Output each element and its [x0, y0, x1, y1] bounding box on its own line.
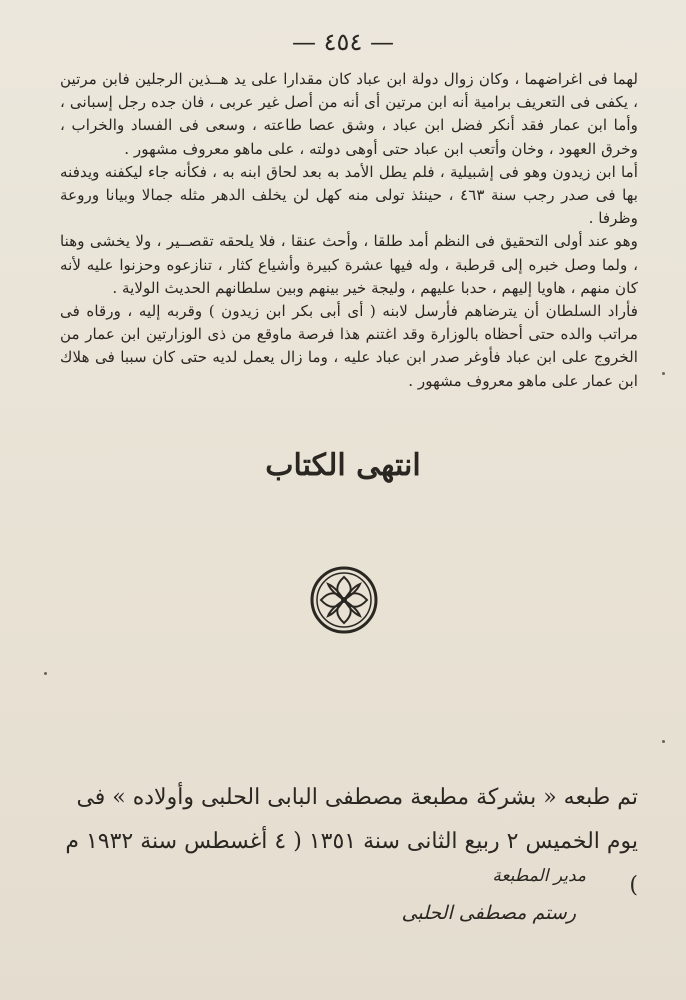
paragraph: أما ابن زيدون وهو فى إشبيلية ، فلم يطل الأمد به بعد لحاق ابنه به ، فكأنه جاء ليكفنه ويدفنه بها فى صدر رجب سنة ٤٦٣ ، حينئذ تولى منه كهل لن يخلف الدهر مثله جمالا وبيانا وروعة وظرفا . [60, 162, 638, 228]
signature-title: مدير المطبعة [492, 866, 586, 886]
paragraph: لهما فى اغراضهما ، وكان زوال دولة ابن عباد كان مقدارا على يد هــذين الرجلين فابن مرتين ، يكفى فى التعريف برامية أنه ابن مرتين أى أنه من أصل غير عربى ، فان جده رجل إسبانى ، وأما ابن عمار فقد أنكر فضل ابن عباد ، وشق عصا طاعته ، وسعى فى الفساد والخراب ، وخرق العهود ، وخان وأتعب ابن عباد حتى أوهى دولته ، على ماهو معروف مشهور . [60, 70, 638, 158]
signature-name: رستم مصطفى الحلبى [401, 902, 576, 924]
printer-imprint: تم طبعه « بشركة مطبعة مصطفى البابى الحلبى وأولاده » فى يوم الخميس ٢ ربيع الثانى سنة ١٣٥١ ( ٤ أغسطس سنة ١٩٣٢ م ) [65, 785, 638, 898]
paper-speck [44, 672, 47, 675]
paper-speck [662, 740, 665, 743]
paragraph: وهو عند أولى التحقيق فى النظم أمد طلقا ، وأحث عنقا ، فلا يلحقه تقصــير ، ولا يخشى وهنا ، ولما وصل خبره إلى قرطبة ، وله فيها عشرة كبيرة وأشياع كثار ، تنازعوه وحزنوا عليه لأنه كان منهم ، هاويا إليهم ، حدبا عليهم ، وليجة خير بينهم وبين سلطانهم الحديث الولاية . [60, 232, 638, 297]
rosette-ornament-icon [309, 565, 379, 635]
body-text [60, 68, 638, 393]
closing-title: انتهى الكتاب [265, 448, 421, 483]
paragraph: فأراد السلطان أن يترضاهم فأرسل لابنه ( أى أبى بكر ابن زيدون ) وقربه إليه ، ورقاه فى مراتب والده حتى أحظاه بالوزارة وقد اغتنم هذا فرصة ماوقع من ذى الوزارتين ابن عمار من الخروج على ابن عباد فأوغر صدر ابن عباد عليه ، وما زال يعمل لديه حتى كان سببا فى هلاك ابن عمار على ماهو معروف مشهور . [60, 302, 638, 390]
page-number: — ٤٥٤ — [292, 28, 394, 56]
paper-speck [662, 372, 665, 375]
